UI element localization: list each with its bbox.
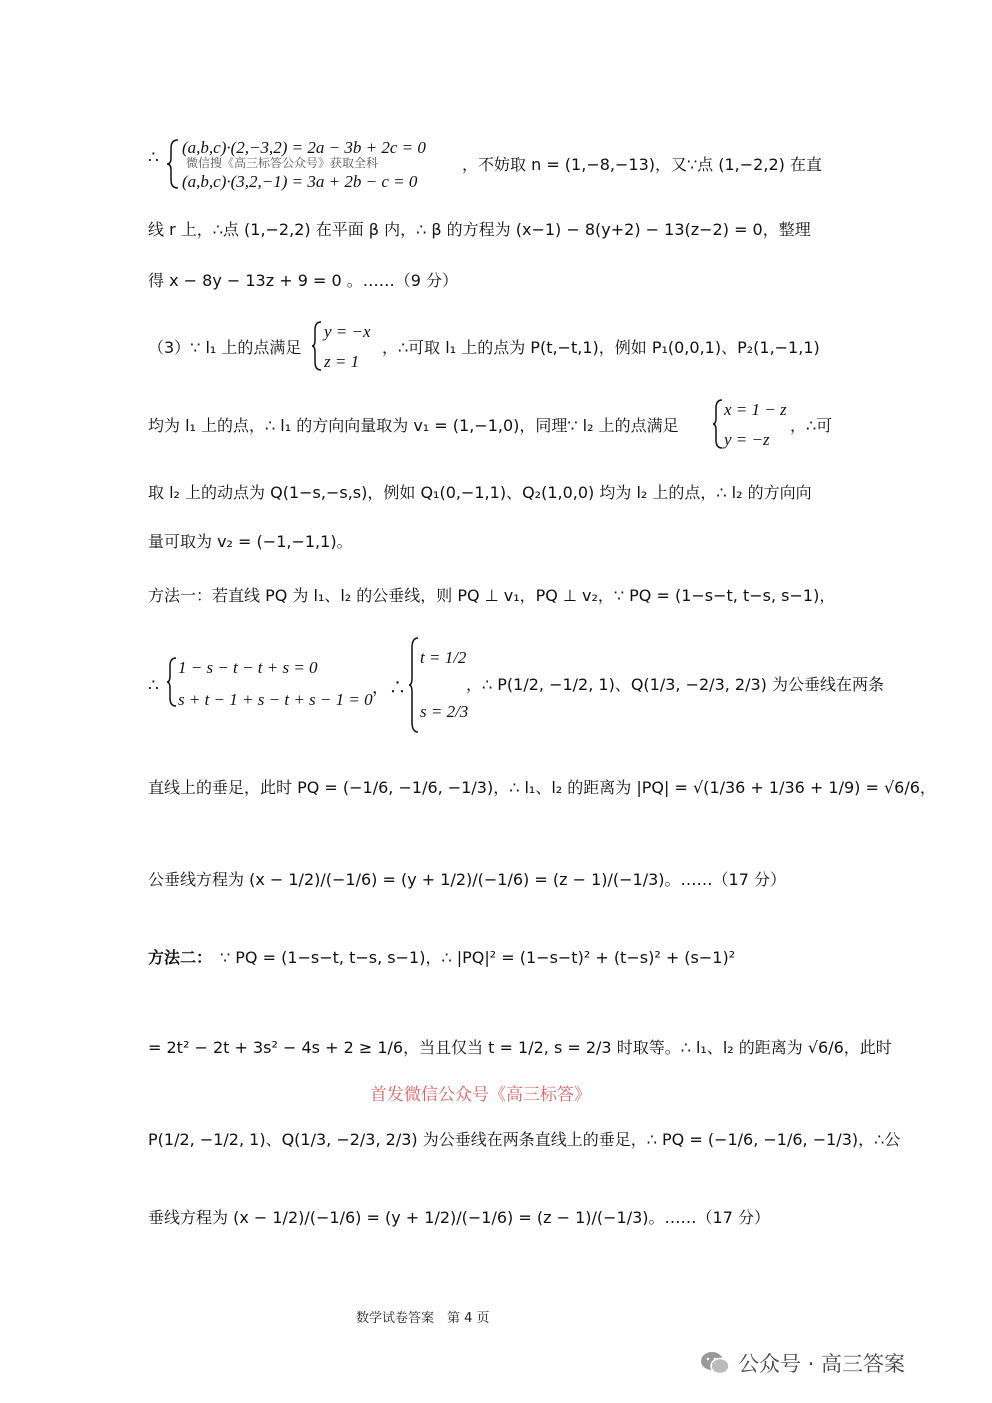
paragraph-11: 公垂线方程为 (x − 1/2)/(−1/6) = (y + 1/2)/(−1/6) = (z − 1)/(−1/3)。……（17 分） — [148, 870, 786, 889]
system-row: y = −x — [324, 322, 371, 341]
brace-4 — [166, 656, 178, 708]
system-row: s = 2/3 — [420, 702, 469, 721]
method-two-label: 方法二： — [148, 948, 213, 967]
paragraph-5b: ，∴可 — [790, 416, 833, 435]
system-row: (a,b,c)·(2,−3,2) = 2a − 3b + 2c = 0 — [182, 138, 426, 157]
wechat-icon — [700, 1350, 730, 1376]
account-badge-text: 公众号 · 高三答案 — [738, 1352, 906, 1376]
paragraph-14: P(1/2, −1/2, 1)、Q(1/3, −2/3, 2/3) 为公垂线在两条直线上的垂足，∴ PQ = (−1/6, −1/6, −1/3)，∴公 — [148, 1130, 901, 1149]
system-row: x = 1 − z — [724, 400, 787, 419]
brace-3 — [712, 398, 724, 450]
brace-5 — [408, 636, 420, 734]
page-footer: 数学试卷答案 第 4 页 — [356, 1311, 490, 1326]
paragraph-7: 量可取为 v₂ = (−1,−1,1)。 — [148, 532, 353, 551]
system-row: (a,b,c)·(3,2,−1) = 3a + 2b − c = 0 — [182, 172, 418, 191]
therefore-symbol: ，∴ — [372, 678, 406, 698]
account-badge[interactable] — [700, 1348, 905, 1378]
system-row: t = 1/2 — [420, 648, 467, 667]
paragraph-2: 线 r 上，∴点 (1,−2,2) 在平面 β 内，∴ β 的方程为 (x−1) − 8(y+2) − 13(z−2) = 0，整理 — [148, 220, 811, 239]
system-row: y = −z — [724, 430, 770, 449]
system-row: 1 − s − t − t + s = 0 — [178, 658, 318, 677]
therefore-symbol: ∴ — [148, 148, 159, 168]
paragraph-8: 方法一：若直线 PQ 为 l₁、l₂ 的公垂线，则 PQ ⊥ v₁，PQ ⊥ v₂，∵ PQ = (1−s−t, t−s, s−1)， — [148, 586, 836, 605]
therefore-symbol: ∴ — [148, 676, 159, 696]
paragraph-3: 得 x − 8y − 13z + 9 = 0 。……（9 分） — [148, 271, 458, 290]
paragraph-13: = 2t² − 2t + 3s² − 4s + 2 ≥ 1/6，当且仅当 t = 1/2, s = 2/3 时取等。∴ l₁、l₂ 的距离为 √6/6，此时 — [148, 1038, 892, 1057]
watermark-red: 首发微信公众号《高三标答》 — [370, 1085, 591, 1105]
paragraph-6: 取 l₂ 上的动点为 Q(1−s,−s,s)，例如 Q₁(0,−1,1)、Q₂(1,0,0) 均为 l₂ 上的点，∴ l₂ 的方向向 — [148, 483, 812, 502]
paragraph-4b: ，∴可取 l₁ 上的点为 P(t,−t,1)，例如 P₁(0,0,1)、P₂(1,−1,1) — [382, 338, 820, 357]
paragraph-9b: ，∴ P(1/2, −1/2, 1)、Q(1/3, −2/3, 2/3) 为公垂线在两条 — [466, 675, 884, 694]
paragraph-4a: （3）∵ l₁ 上的点满足 — [148, 338, 302, 357]
brace-2 — [311, 320, 323, 372]
paragraph-12: ∵ PQ = (1−s−t, t−s, s−1)，∴ |PQ|² = (1−s−t)² + (t−s)² + (s−1)² — [220, 948, 736, 967]
paragraph-15: 垂线方程为 (x − 1/2)/(−1/6) = (y + 1/2)/(−1/6) = (z − 1)/(−1/3)。……（17 分） — [148, 1208, 770, 1227]
system-row: s + t − 1 + s − t + s − 1 = 0 — [178, 690, 373, 709]
system-row: z = 1 — [324, 352, 360, 371]
brace-1 — [166, 138, 180, 190]
paragraph-10: 直线上的垂足，此时 PQ = (−1/6, −1/6, −1/3)，∴ l₁、l₂ 的距离为 |PQ| = √(1/36 + 1/36 + 1/9) = √6/6， — [148, 778, 936, 797]
watermark-grey: 微信搜《高三标答公众号》获取全科 — [186, 156, 379, 170]
paragraph-5a: 均为 l₁ 上的点，∴ l₁ 的方向向量取为 v₁ = (1,−1,0)，同理∵ l₂ 上的点满足 — [148, 416, 679, 435]
paragraph-1-rest: ，不妨取 n = (1,−8,−13)，又∵点 (1,−2,2) 在直 — [462, 155, 822, 174]
